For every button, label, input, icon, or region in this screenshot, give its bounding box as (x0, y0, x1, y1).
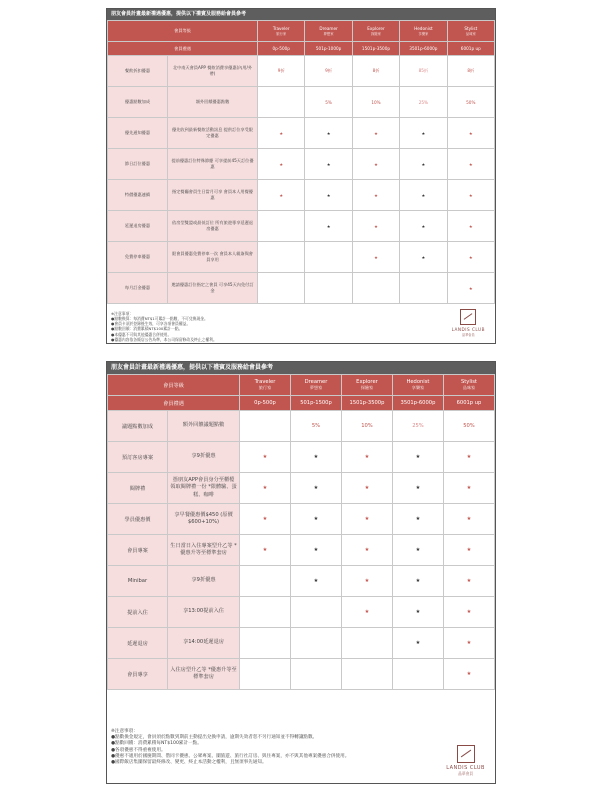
benefit-cell: ★ (392, 597, 443, 628)
benefits-panel-1 (106, 8, 496, 344)
benefit-row (108, 118, 495, 149)
benefit-cell: ★ (352, 118, 399, 149)
benefit-cell: ★ (392, 566, 443, 597)
logo-mark-icon (457, 745, 475, 763)
landis-club-logo (446, 745, 485, 777)
benefit-label: 節日訂位優惠 (108, 149, 168, 180)
notes-line: ●點數換算：每消費NT$1可累計一點數，不可兌換現金。 (111, 316, 208, 322)
benefit-cell: ★ (443, 566, 494, 597)
tier-range: 6001p up (447, 42, 494, 56)
benefit-cell: ★ (240, 442, 291, 473)
tier-range: 0p-500p (258, 42, 305, 56)
benefit-cell: ★ (443, 504, 494, 535)
tier-range: 6001p up (443, 396, 494, 411)
benefit-cell: ★ (400, 211, 447, 242)
benefit-cell: ★ (258, 180, 305, 211)
benefit-description: 優先收到最新餐飲活動訊息 提供訂位享受限定優惠 (168, 118, 258, 149)
tier-hedonist: Hedonist 享樂家 (400, 21, 447, 42)
benefit-cell: ★ (443, 442, 494, 473)
benefit-cell: ★ (400, 118, 447, 149)
notes-line: ●優惠不適用於國慶期間、偕同卡優惠、公眾專案、團旅遊、旅行社訂房、與住專案，亦不與其他專案優惠合併使用。 (111, 753, 350, 759)
member-level-header: 會員等級 (108, 375, 240, 396)
benefit-row (108, 180, 495, 211)
benefit-cell: ★ (341, 473, 392, 504)
tier-hedonist: Hedonist 享樂家 (392, 375, 443, 396)
landis-club-logo (452, 309, 485, 337)
benefit-cell: ★ (352, 211, 399, 242)
benefit-cell: ★ (400, 180, 447, 211)
benefit-cell: 10% (341, 411, 392, 442)
benefit-cell (240, 597, 291, 628)
benefit-cell: ★ (447, 118, 494, 149)
benefit-cell: ★ (341, 566, 392, 597)
member-benefits-header: 會員禮遇 (108, 396, 240, 411)
benefit-description: 享9折優惠 (168, 566, 240, 597)
tier-range: 1501p-3500p (341, 396, 392, 411)
benefit-cell: 10% (352, 87, 399, 118)
benefit-row (108, 566, 495, 597)
benefit-cell: ★ (392, 628, 443, 659)
notes-line: ●優惠內容依各飯店公告為準，本公司保留修改及終止之權利。 (111, 336, 217, 342)
benefit-description: 額外回饋優惠點數 (168, 87, 258, 118)
benefit-label: 優先通知優惠 (108, 118, 168, 149)
benefit-cell: ★ (352, 180, 399, 211)
benefit-label: 預訂客房專案 (108, 442, 168, 473)
benefits-panel-2 (106, 361, 496, 784)
panel-title: 朋友會員計畫最新禮遇優惠，提供以下禮賓及服務給會員參考 (107, 9, 495, 20)
notes-section (107, 727, 495, 783)
benefit-cell (291, 628, 342, 659)
benefit-row (108, 597, 495, 628)
benefit-description: 北中南天會員APP 餐飲消費享優惠(內用/外帶) (168, 56, 258, 87)
tier-stylist: Stylist 品味家 (447, 21, 494, 42)
benefit-cell: ★ (392, 442, 443, 473)
benefit-cell: 85折 (400, 56, 447, 87)
panel-title: 朋友會員計畫最新禮遇優惠，提供以下禮賓及服務給會員參考 (107, 362, 495, 374)
benefit-cell (341, 659, 392, 690)
benefit-cell (305, 242, 352, 273)
benefit-label: 延遲退房 (108, 628, 168, 659)
benefit-description: 入住房型升乙等 *優惠升等至標準套房 (168, 659, 240, 690)
benefit-cell (341, 628, 392, 659)
tier-range: 501p-1000p (305, 42, 352, 56)
benefit-cell: ★ (291, 442, 342, 473)
logo-mark-icon (460, 309, 476, 325)
benefit-cell: ★ (447, 242, 494, 273)
benefit-cell (258, 211, 305, 242)
benefit-description: 依房型雙盟或最低訂位 所有旅遊專享延遲退房優惠 (168, 211, 258, 242)
tier-range-row (108, 42, 495, 56)
tier-range: 501p-1500p (291, 396, 342, 411)
tier-stylist: Stylist 品味家 (443, 375, 494, 396)
benefit-row (108, 273, 495, 304)
benefit-cell: ★ (443, 597, 494, 628)
benefit-cell (291, 659, 342, 690)
benefit-label: 會員專案 (108, 535, 168, 566)
benefit-cell: ★ (392, 535, 443, 566)
benefit-cell: ★ (400, 242, 447, 273)
benefit-cell: ★ (447, 149, 494, 180)
benefit-cell: ★ (341, 597, 392, 628)
benefit-label: 學員優惠價 (108, 504, 168, 535)
benefit-row (108, 411, 495, 442)
tier-range: 3501p-6000p (400, 42, 447, 56)
benefit-cell: ★ (305, 180, 352, 211)
benefit-cell: ★ (258, 149, 305, 180)
benefit-cell (400, 273, 447, 304)
tier-range: 0p-500p (240, 396, 291, 411)
benefit-row (108, 504, 495, 535)
logo-name: LANDIS CLUB (451, 327, 485, 332)
benefit-description: 指定餐廳會員生日當月可享 會員本人用餐優惠 (168, 180, 258, 211)
benefit-cell: ★ (240, 473, 291, 504)
benefits-table (107, 20, 495, 304)
tier-explorer: Explorer 探險家 (341, 375, 392, 396)
notes-line: ●點數回饋：消費累積NT$100累計一點。 (111, 326, 183, 332)
logo-name: LANDIS CLUB (446, 765, 485, 771)
benefit-cell (240, 628, 291, 659)
tier-range: 3501p-6000p (392, 396, 443, 411)
benefit-cell (392, 659, 443, 690)
benefit-row (108, 535, 495, 566)
benefit-cell: ★ (447, 180, 494, 211)
notes-line: ●點數換金規定，會員須於點數到期前主動提出兌換申請，逾期失效者恕不另行通知並不得轉讓點數。 (111, 735, 318, 741)
benefit-label: 每月訂金優惠 (108, 273, 168, 304)
notes-section (107, 309, 495, 343)
notes-line: ※注意事項： (111, 729, 138, 734)
tier-range: 1501p-3500p (352, 42, 399, 56)
benefits-table (107, 374, 495, 690)
benefit-cell: ★ (341, 535, 392, 566)
benefit-cell: 50% (443, 411, 494, 442)
benefit-cell: ★ (258, 118, 305, 149)
benefit-cell: ★ (341, 504, 392, 535)
benefit-cell: 9折 (258, 56, 305, 87)
benefit-cell: ★ (443, 659, 494, 690)
notes-line: ●本優惠不可與其他優惠合併使用。 (111, 331, 172, 337)
benefit-row (108, 442, 495, 473)
tier-traveler: Traveler 旅行家 (258, 21, 305, 42)
benefit-row (108, 473, 495, 504)
benefit-cell: 9折 (305, 56, 352, 87)
benefit-label: 延遲退房優惠 (108, 211, 168, 242)
benefit-cell: 50% (447, 87, 494, 118)
benefit-cell: 8折 (352, 56, 399, 87)
benefit-cell: ★ (392, 504, 443, 535)
benefit-description: 享早餐優惠價$450 (原價$600+10%) (168, 504, 240, 535)
benefit-cell: ★ (400, 149, 447, 180)
member-benefits-header: 會員禮遇 (108, 42, 258, 56)
benefit-cell: 25% (400, 87, 447, 118)
benefit-label: 特價優惠連續 (108, 180, 168, 211)
benefit-cell: ★ (240, 504, 291, 535)
benefit-cell (258, 242, 305, 273)
benefit-label: 議題點數加成 (108, 411, 168, 442)
notes-line: ●國際飯店集團保留最終修改、變更、終止本活動之權利，且無須事先通知。 (111, 759, 267, 765)
tier-explorer: Explorer 探險家 (352, 21, 399, 42)
benefit-cell: ★ (291, 535, 342, 566)
benefit-cell (240, 411, 291, 442)
tier-range-row (108, 396, 495, 411)
benefit-label: 餐飲折扣優惠 (108, 56, 168, 87)
benefit-cell: ★ (447, 211, 494, 242)
benefit-description: 憑朋友APP會員身分至櫃檯 領取閱牌禮一份 *限體驗、蛋糕、咖啡 (168, 473, 240, 504)
tier-dreamer: Dreamer 夢想家 (291, 375, 342, 396)
benefit-cell (258, 87, 305, 118)
benefit-description: 享13:00提前入住 (168, 597, 240, 628)
tier-name-row (108, 375, 495, 396)
benefit-row (108, 56, 495, 87)
benefit-description: 享14:00延遲退房 (168, 628, 240, 659)
tier-name-row (108, 21, 495, 42)
benefit-cell: ★ (291, 473, 342, 504)
benefit-row (108, 211, 495, 242)
benefit-description: 生日當日入住專案型升乙等 *優惠升等至標準套房 (168, 535, 240, 566)
benefit-cell: ★ (305, 118, 352, 149)
notes-line: ●點數回饋：消費累積每NT$100累計一點。 (111, 741, 202, 747)
notes-line: ※注意事項： (111, 311, 134, 316)
notes-line: ●會員卡須於登錄後生效，可享各項會員權益。 (111, 321, 191, 327)
benefit-label: 提前入住 (108, 597, 168, 628)
benefit-cell: ★ (341, 442, 392, 473)
benefit-cell: ★ (443, 473, 494, 504)
benefit-cell: ★ (443, 535, 494, 566)
benefit-description: 提前優惠訂位特殊節慶 可享提前45天訂位優惠 (168, 149, 258, 180)
benefit-cell (305, 273, 352, 304)
benefit-description: 限會員優惠免費停車一次 會員本人親簽與會員享用 (168, 242, 258, 273)
benefit-row (108, 87, 495, 118)
benefit-label: 優惠點數加成 (108, 87, 168, 118)
benefit-cell: ★ (392, 473, 443, 504)
benefit-cell: 8折 (447, 56, 494, 87)
benefit-cell (258, 273, 305, 304)
benefit-cell: 25% (392, 411, 443, 442)
benefit-cell: ★ (352, 149, 399, 180)
benefit-label: 免費停車優惠 (108, 242, 168, 273)
benefit-label: 會員專享 (108, 659, 168, 690)
benefit-cell: ★ (352, 242, 399, 273)
benefit-cell: 5% (291, 411, 342, 442)
logo-subtitle: 晶華會員 (458, 771, 474, 776)
benefit-cell: ★ (291, 504, 342, 535)
benefit-cell: ★ (305, 211, 352, 242)
benefit-row (108, 149, 495, 180)
benefit-cell: ★ (240, 535, 291, 566)
benefit-cell (352, 273, 399, 304)
benefit-description: 邀請優惠訂位指定之會員 可享45天內免付訂金 (168, 273, 258, 304)
member-level-header: 會員等級 (108, 21, 258, 42)
benefit-cell: ★ (447, 273, 494, 304)
benefit-cell: ★ (291, 566, 342, 597)
benefit-row (108, 242, 495, 273)
benefit-label: Minibar (108, 566, 168, 597)
benefit-cell (240, 566, 291, 597)
benefit-cell: ★ (305, 149, 352, 180)
notes-line: ●各項優惠不得重複使用。 (111, 747, 166, 753)
benefit-row (108, 659, 495, 690)
benefit-label: 閱牌禮 (108, 473, 168, 504)
benefit-cell: ★ (443, 628, 494, 659)
benefit-description: 額外回饋議題點數 (168, 411, 240, 442)
logo-subtitle: 晶華會員 (461, 333, 475, 337)
benefit-description: 享9折優惠 (168, 442, 240, 473)
benefit-cell: 5% (305, 87, 352, 118)
benefit-row (108, 628, 495, 659)
tier-traveler: Traveler 旅行家 (240, 375, 291, 396)
benefit-cell (291, 597, 342, 628)
tier-dreamer: Dreamer 夢想家 (305, 21, 352, 42)
benefit-cell (240, 659, 291, 690)
